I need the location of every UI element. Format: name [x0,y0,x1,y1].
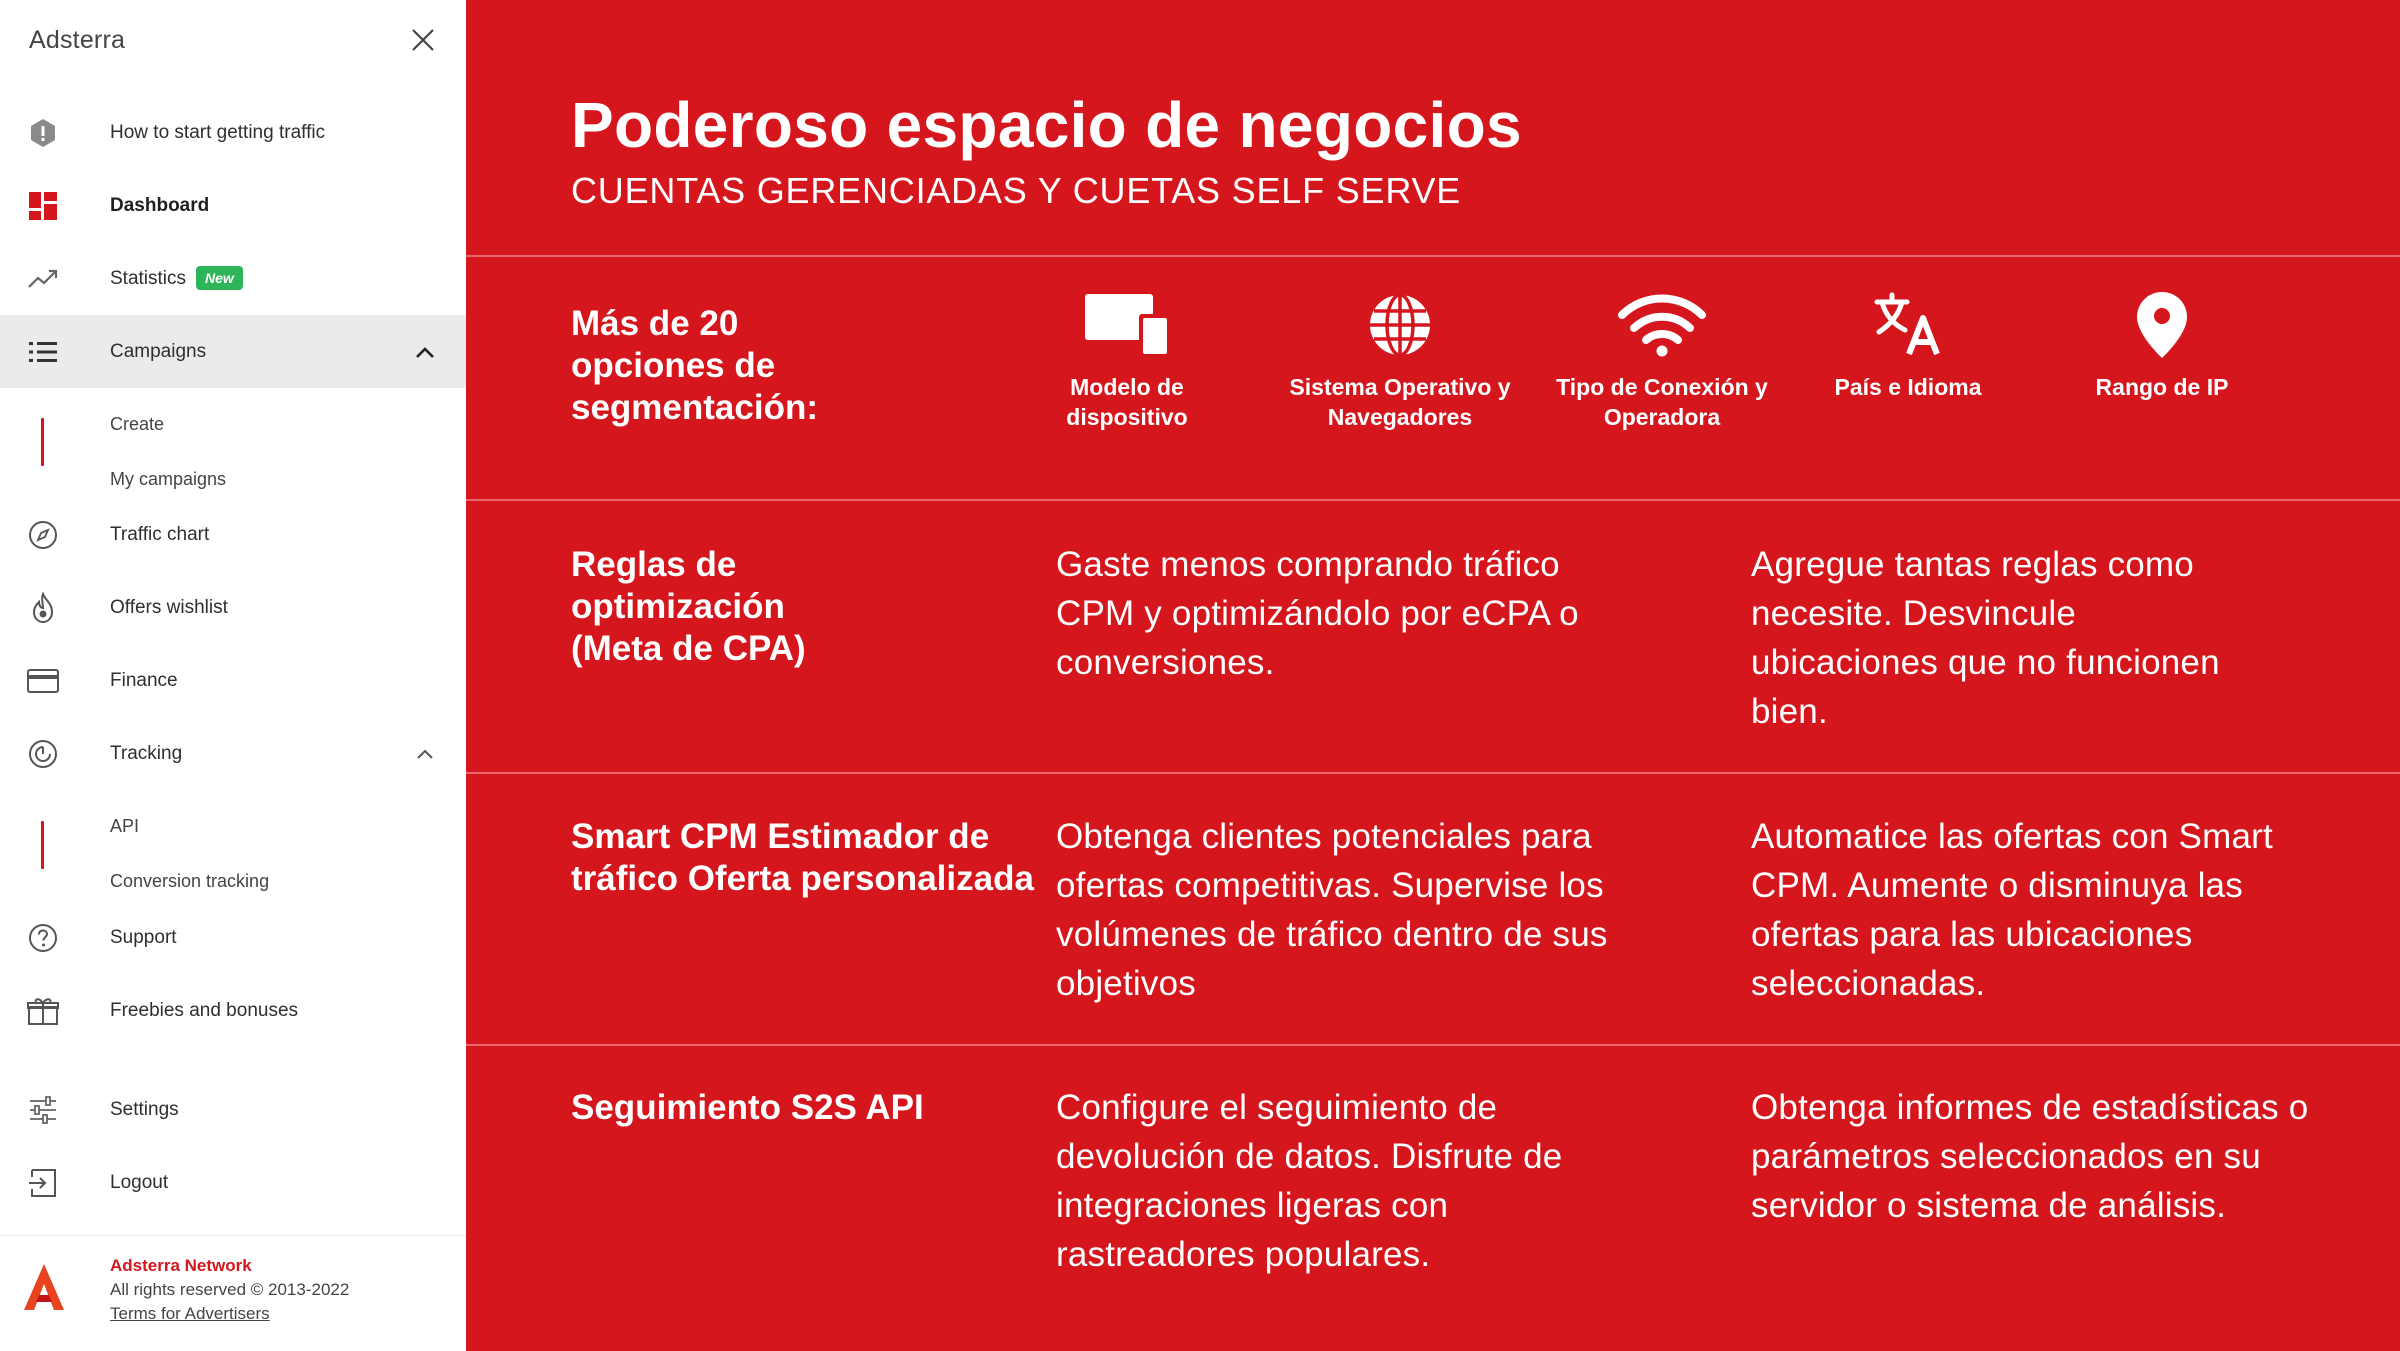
gift-icon [26,994,60,1028]
sidebar-footer [0,1235,466,1351]
feature-label: Tipo de Conexión y Operadora [1556,374,1768,430]
sidebar-subitem-my-campaigns[interactable]: My campaigns [110,469,227,489]
sidebar-item-label: Offers wishlist [110,596,228,618]
main-panel [466,0,2400,1351]
globe-icon [1285,290,1515,360]
row-text-s2s-2: Obtenga informes de estadísticas o parámetros seleccionados en su servidor o sistema de análisis. [1751,1088,2309,1225]
feature-label: Sistema Operativo y Navegadores [1289,374,1511,430]
feature-os-browsers [1285,290,1515,432]
device-icon [1012,290,1242,360]
row-title-smart-cpm: Smart CPM Estimador de tráfico Oferta personalizada [571,817,1034,898]
sidebar-item-label: Dashboard [110,194,210,216]
help-circle-icon [26,921,60,955]
section-divider [466,1044,2400,1046]
row-text-smart-cpm-1: Obtenga clientes potenciales para ofertas competitivas. Supervise los volúmenes de tráfico dentro de sus objetivos [1056,817,1608,1003]
feature-ip-range [2047,290,2277,402]
sidebar-item-settings[interactable] [0,1073,466,1146]
sidebar-item-label: Statistics New [110,267,243,291]
section-divider [466,255,2400,257]
sidebar-item-logout[interactable] [0,1146,466,1219]
dashboard-grid-icon [26,189,60,223]
sidebar-item-finance[interactable] [0,644,466,717]
brand-name: Adsterra [29,25,126,54]
active-sub-indicator [41,821,44,869]
row-title-optimization: Reglas de optimización (Meta de CPA) [571,545,806,668]
sliders-icon [26,1093,60,1127]
sidebar-item-label: Support [110,926,177,948]
sidebar-item-freebies[interactable] [0,974,466,1047]
feature-label: Modelo de dispositivo [1066,374,1188,430]
sidebar-item-statistics[interactable] [0,242,466,315]
tracking-icon [26,737,60,771]
sidebar-item-label: Logout [110,1171,169,1193]
sidebar-subitem-api[interactable]: API [110,816,140,836]
chevron-up-icon[interactable] [414,341,436,363]
section-divider [466,772,2400,774]
row-text-s2s-1: Configure el seguimiento de devolución de datos. Disfrute de integraciones ligeras con rastreadores populares. [1056,1088,1563,1274]
location-pin-icon [2047,290,2277,360]
sidebar-item-label: Traffic chart [110,523,210,545]
row-text-optimization-2: Agregue tantas reglas como necesite. Desvincule ubicaciones que no funcionen bien. [1751,545,2220,731]
row-text-optimization-1: Gaste menos comprando tráfico CPM y optimizándolo por eCPA o conversiones. [1056,545,1579,682]
sidebar-item-dashboard[interactable] [0,169,466,242]
logout-icon [26,1166,60,1200]
row-text-smart-cpm-2: Automatice las ofertas con Smart CPM. Aumente o disminuya las ofertas para las ubicaciones seleccionadas. [1751,817,2273,1003]
page-subtitle: CUENTAS GERENCIADAS Y CUETAS SELF SERVE [571,170,1462,211]
footer-copyright: All rights reserved © 2013-2022 [110,1280,350,1299]
sidebar-item-label: Freebies and bonuses [110,999,299,1021]
trend-up-icon [26,262,60,296]
sidebar-item-label: Finance [110,669,178,691]
close-icon [410,27,436,53]
sidebar-subitem-create[interactable]: Create [110,414,165,434]
sidebar-item-support[interactable] [0,901,466,974]
row-title-s2s-tracking: Seguimiento S2S API [571,1088,924,1127]
wifi-icon [1547,290,1777,360]
chevron-up-icon[interactable] [414,743,436,765]
active-sub-indicator [41,418,44,466]
sidebar [0,0,466,1351]
segmentation-title: Más de 20 opciones de segmentación: [571,304,818,427]
feature-label: País e Idioma [1834,374,1982,400]
terms-link[interactable]: Terms for Advertisers [110,1304,270,1323]
list-icon [26,335,60,369]
feature-device-model [1012,290,1242,432]
sidebar-item-label: Tracking [110,742,183,764]
compass-icon [26,518,60,552]
sidebar-item-campaigns[interactable] [0,315,466,388]
new-badge: New [196,266,243,290]
sidebar-item-label: How to start getting traffic [110,121,326,143]
translate-icon [1793,290,2023,360]
feature-country-language [1793,290,2023,402]
section-divider [466,499,2400,501]
adsterra-logo-icon [22,1262,66,1312]
close-button[interactable] [408,25,438,55]
credit-card-icon [26,664,60,698]
sidebar-header [0,0,466,80]
sidebar-item-label: Settings [110,1098,179,1120]
alert-circle-icon [26,116,60,150]
sidebar-subitem-conversion-tracking[interactable]: Conversion tracking [110,871,270,891]
feature-connection-carrier [1547,290,1777,432]
sidebar-item-label: Campaigns [110,340,207,362]
sidebar-item-tracking[interactable] [0,717,466,790]
footer-company-name: Adsterra Network [110,1256,252,1275]
sidebar-item-offers-wishlist[interactable] [0,571,466,644]
sidebar-item-traffic-chart[interactable] [0,498,466,571]
sidebar-item-how-to-start[interactable] [0,96,466,169]
flame-icon [26,591,60,625]
page-title: Poderoso espacio de negocios [571,89,1522,161]
feature-label: Rango de IP [2095,374,2229,400]
